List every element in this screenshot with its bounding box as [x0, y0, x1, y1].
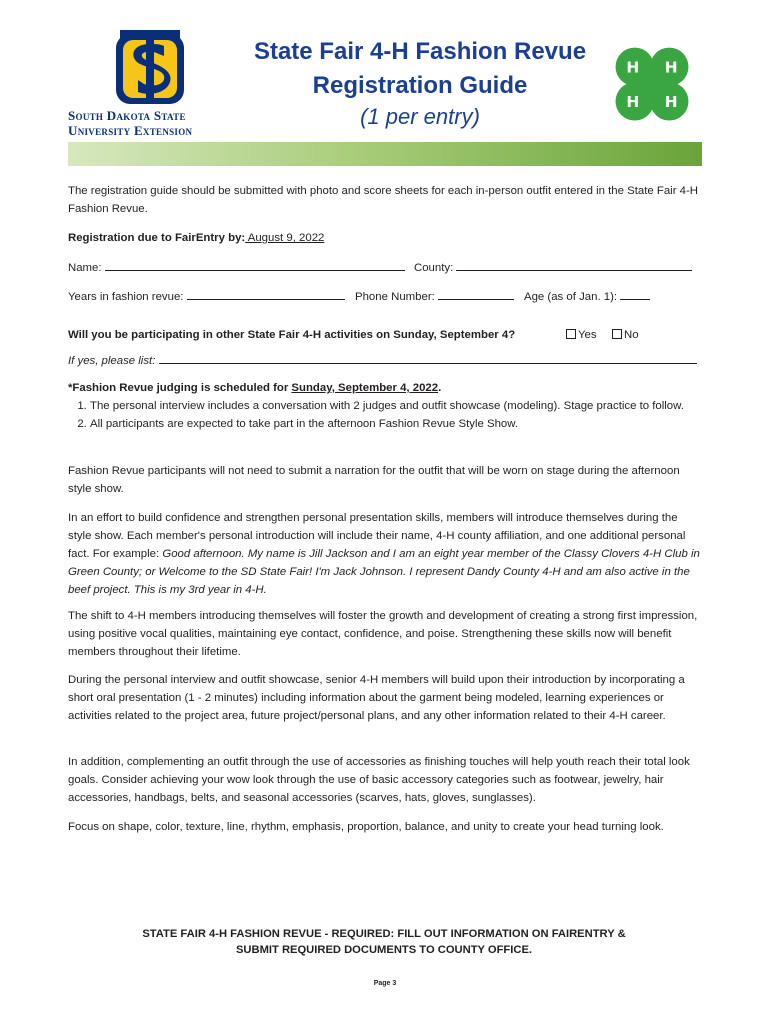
county-label: County: — [414, 262, 454, 274]
confidence-paragraph — [68, 509, 700, 599]
no-label: No — [624, 329, 639, 341]
page-subtitle: Registration Guide — [312, 72, 528, 99]
years-field[interactable] — [68, 288, 345, 303]
header-green-bar — [68, 142, 702, 166]
age-field[interactable] — [524, 288, 650, 303]
focus-paragraph: Focus on shape, color, texture, line, rhythm, emphasis, proportion, balance, and unity to create your head turning look. — [68, 821, 664, 833]
registration-due — [68, 229, 700, 247]
judging-date: Sunday, September 4, 2022 — [291, 382, 439, 394]
required-footer — [68, 926, 700, 958]
due-label: Registration due to FairEntry by — [68, 232, 242, 244]
accessories-paragraph: In addition, complementing an outfit through the use of accessories as finishing touches will help youth reach their total look goals. Consider achieving your wow look through the use of basic accessory categories such as footwear, jewelry, hair accessories, handbags, belts, and seasonal accessories (scarves, hats, gloves, sunglasses). — [68, 756, 690, 804]
years-input-line[interactable] — [187, 288, 345, 300]
phone-input-line[interactable] — [438, 288, 514, 300]
name-input-line[interactable] — [105, 259, 405, 271]
judging-section — [68, 379, 700, 433]
confidence-example: Good afternoon. My name is Jill Jackson and I am an eight year member of the Classy Clovers 4-H Club in Green County; or Welcome to the SD State Fair! I'm Jack Johnson. I represent Dandy County 4-H and am also active in the beef project. This is my 3rd year in 4-H. — [68, 548, 700, 596]
footer-line-1: STATE FAIR 4-H FASHION REVUE - REQUIRED: FILL OUT INFORMATION ON FAIRENTRY & — [142, 928, 626, 940]
county-input-line[interactable] — [456, 259, 692, 271]
svg-text:H: H — [626, 93, 640, 112]
page-number: Page 3 — [373, 980, 397, 987]
list-item: 2. All participants are expected to take part in the afternoon Fashion Revue Style Show. — [90, 415, 700, 433]
svg-text:H: H — [664, 58, 678, 77]
per-entry-note: (1 per entry) — [360, 104, 480, 129]
yes-option[interactable] — [566, 329, 597, 341]
due-date: August 9, 2022 — [245, 232, 325, 244]
judging-suffix: . — [438, 382, 442, 394]
narration-paragraph: Fashion Revue participants will not need to submit a narration for the outfit that will be worn on stage during the afternoon style show. — [68, 465, 680, 495]
svg-text:H: H — [664, 93, 678, 112]
age-label: Age (as of Jan. 1): — [524, 291, 618, 303]
svg-text:H: H — [626, 58, 640, 77]
phone-label: Phone Number: — [355, 291, 435, 303]
name-field[interactable] — [68, 259, 405, 274]
4h-clover-logo — [604, 38, 700, 134]
no-checkbox[interactable] — [612, 329, 622, 339]
yes-checkbox[interactable] — [566, 329, 576, 339]
no-option[interactable] — [612, 329, 639, 341]
confidence-text: In an effort to build confidence and strengthen personal presentation skills, members will introduce themselves during the style show. Each member's personal introduction will include their name, 4-H county affiliation, and one additional personal fact. For example: — [68, 512, 686, 560]
county-field[interactable] — [414, 259, 692, 274]
list-input-line[interactable] — [159, 352, 697, 364]
shift-paragraph: The shift to 4-H members introducing themselves will foster the growth and development of creating a strong first impression, using positive vocal qualities, maintaining eye contact, confidence, and poise. Strengthening these skills now will benefit members throughout their lifetime. — [68, 610, 698, 658]
list-item: 1. The personal interview includes a conversation with 2 judges and outfit showcase (modeling). Stage practice to follow. — [90, 397, 700, 415]
yes-label: Yes — [578, 329, 597, 341]
sdsu-extension-wordmark — [68, 108, 192, 138]
judging-prefix: *Fashion Revue judging is scheduled for — [68, 382, 292, 394]
list-label: If yes, please list: — [68, 355, 156, 367]
due-colon: : — [241, 232, 246, 244]
phone-field[interactable] — [355, 288, 514, 303]
page-title: State Fair 4-H Fashion Revue — [253, 38, 587, 65]
intro-paragraph: The registration guide should be submitted with photo and score sheets for each in-person outfit entered in the State Fair 4-H Fashion Revue. — [68, 185, 699, 215]
participation-question: Will you be participating in other State Fair 4-H activities on Sunday, September 4? — [68, 329, 516, 341]
years-label: Years in fashion revue: — [68, 291, 184, 303]
list-field[interactable] — [68, 352, 697, 367]
footer-line-2: SUBMIT REQUIRED DOCUMENTS TO COUNTY OFFICE. — [235, 944, 533, 956]
age-input-line[interactable] — [620, 288, 650, 300]
senior-paragraph: During the personal interview and outfit showcase, senior 4-H members will build upon their introduction by incorporating a short oral presentation (1 - 2 minutes) including information about the garment being modeled, learning experiences or activities related to the project area, future project/personal plans, and any other information related to their 4-H career. — [68, 674, 685, 722]
sdsu-line-1: South Dakota State — [68, 108, 186, 123]
sdsu-line-2: University Extension — [68, 123, 193, 138]
judging-list — [68, 397, 700, 433]
name-label: Name: — [68, 262, 102, 274]
